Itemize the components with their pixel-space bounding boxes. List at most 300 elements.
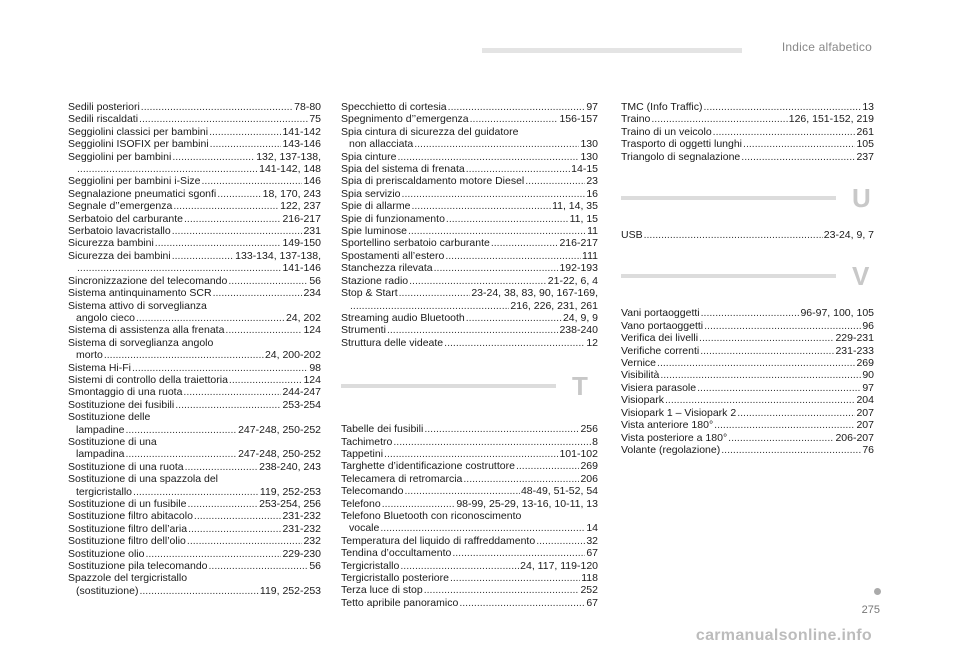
section-letter: T: [572, 371, 588, 402]
page-reference: 78-80: [294, 101, 321, 113]
index-entry-term: Terza luce di stop: [341, 584, 423, 597]
dot-leader: [125, 424, 237, 436]
page-reference: 111: [582, 249, 598, 262]
index-entry: [68, 362, 321, 374]
page-reference: 98: [309, 361, 321, 374]
index-entry-term: Tabelle dei fusibili: [341, 423, 424, 436]
dot-leader: [397, 151, 579, 163]
index-entry-term: Spia cinture: [341, 150, 397, 163]
page-reference: 253-254: [282, 398, 321, 411]
index-entry-term: Tachimetro: [341, 435, 393, 448]
page-reference: 16: [586, 187, 598, 200]
page-reference: 8: [592, 435, 598, 448]
index-entry: [621, 307, 874, 319]
index-entry: [341, 126, 598, 151]
index-entry-term: Spia del sistema di frenata: [341, 163, 465, 176]
section-letter: V: [852, 261, 870, 292]
index-entry-term: Specchietto di cortesia: [341, 101, 447, 113]
dot-leader: [452, 547, 585, 559]
index-entry: [68, 225, 321, 237]
page-reference: 24, 9, 9: [562, 311, 598, 324]
index-entry: [68, 386, 321, 398]
index-entry-term: tergicristallo: [76, 485, 133, 498]
index-entry: [68, 275, 321, 287]
index-entry-term: Seggiolini classici per bambini: [68, 125, 209, 138]
index-entry-term: Sostituzione di un fusibile: [68, 498, 187, 510]
dot-leader: [414, 138, 579, 150]
index-entry-term: Tergicristallo: [341, 559, 400, 572]
page-reference: 122, 237: [280, 200, 321, 213]
index-entry-term: TMC (Info Traffic): [621, 101, 703, 113]
index-entry-term: Telecamera di retromarcia: [341, 472, 463, 485]
page-reference: 23: [586, 175, 598, 188]
page-reference: 23-24, 9, 7: [823, 229, 874, 242]
index-column-s: [68, 101, 321, 597]
index-entry-term: Telefono Bluetooth con riconoscimento: [341, 509, 522, 522]
page-reference: 13: [862, 101, 874, 113]
index-entry: [341, 175, 598, 187]
page-reference: 132, 137-138,: [256, 150, 321, 163]
index-entry: [68, 510, 321, 522]
index-entry: [68, 101, 321, 113]
index-entry: [621, 382, 874, 394]
page-reference: 14-15: [571, 163, 598, 176]
dot-leader: [393, 436, 591, 448]
index-group-t-continued: [621, 101, 874, 163]
index-entry: [341, 213, 598, 225]
page-reference: 11: [587, 225, 598, 238]
page-reference: 247-248, 250-252: [238, 448, 321, 461]
divider-rule: [621, 274, 836, 278]
index-entry: [341, 510, 598, 535]
index-entry: [68, 461, 321, 473]
index-entry-term: Tergicristallo posteriore: [341, 572, 449, 584]
index-entry-term: Segnale d’’emergenza: [68, 200, 173, 213]
page-reference: 253-254, 256: [259, 498, 321, 510]
index-column-s-t: [341, 101, 598, 609]
index-entry: [621, 432, 874, 444]
index-entry-term: Traino: [621, 113, 651, 126]
index-entry-term: Vano portaoggetti: [621, 319, 704, 332]
dot-leader: [424, 584, 580, 596]
dot-leader: [380, 522, 585, 534]
dot-leader: [450, 572, 580, 584]
dot-leader: [721, 444, 861, 456]
index-entry: [341, 188, 598, 200]
dot-leader: [133, 486, 259, 498]
page-reference: 206-207: [835, 431, 874, 444]
index-entry: [621, 126, 874, 138]
dot-leader: [202, 175, 303, 187]
index-entry: [68, 523, 321, 535]
index-entry-term: Spia di preriscaldamento motore Diesel: [341, 175, 525, 188]
section-letter: U: [852, 183, 871, 214]
page-reference: 231-233: [835, 344, 874, 357]
dot-leader: [704, 320, 861, 332]
dot-leader: [387, 324, 559, 336]
index-entry: [621, 407, 874, 419]
index-entry-term: Seggiolini ISOFIX per bambini: [68, 138, 209, 151]
page-reference: 124: [303, 373, 321, 386]
dot-leader: [77, 163, 258, 175]
index-entry: [341, 498, 598, 510]
index-entry: [341, 436, 598, 448]
index-entry-term: Sostituzione delle: [68, 411, 151, 424]
index-entry-term: Sistema Hi-Fi: [68, 361, 132, 374]
index-entry: [341, 113, 598, 125]
page-reference: 232: [303, 535, 321, 548]
index-entry-term: USB: [621, 229, 643, 242]
dot-leader: [444, 337, 585, 349]
page-reference: 11, 14, 35: [552, 200, 598, 213]
index-entry-term: Sostituzione dei fusibili: [68, 398, 175, 411]
index-entry: [341, 151, 598, 163]
dot-leader: [491, 237, 559, 249]
dot-leader: [125, 448, 237, 460]
index-entry-term: Spia servizio: [341, 187, 401, 200]
index-entry: [68, 237, 321, 249]
index-entry: [341, 423, 598, 435]
index-entry-term: Vista anteriore 180°: [621, 419, 714, 432]
index-entry: [341, 324, 598, 336]
index-entry-term: Sostituzione di una ruota: [68, 460, 184, 473]
index-entry-term: Sedili posteriori: [68, 101, 140, 113]
dot-leader: [145, 548, 281, 560]
index-entry-term: Verifica dei livelli: [621, 332, 699, 345]
index-entry: [341, 101, 598, 113]
index-entry: [341, 225, 598, 237]
index-entry: [68, 498, 321, 510]
dot-leader: [737, 407, 855, 419]
index-entry-term: Seggiolini per bambini: [68, 150, 172, 163]
dot-leader: [644, 229, 823, 241]
page-reference: 206: [580, 472, 598, 485]
index-entry: [68, 548, 321, 560]
index-entry: [68, 250, 321, 262]
index-entry-term: Spia cintura di sicurezza del guidatore: [341, 125, 519, 138]
page-reference: 133-134, 137-138,: [235, 249, 321, 262]
index-entry-term: Spostamenti all’estero: [341, 249, 445, 262]
index-entry-term: Strumenti: [341, 324, 386, 337]
index-entry: [68, 300, 321, 325]
index-entry: [68, 337, 321, 362]
dot-leader: [188, 523, 281, 535]
page-reference: 96-97, 100, 105: [800, 307, 874, 320]
index-entry-term: Telefono: [341, 497, 381, 510]
dot-leader: [185, 461, 259, 473]
index-entry: [68, 436, 321, 461]
dot-leader: [463, 473, 579, 485]
watermark: carmanualsonline.info: [695, 627, 872, 644]
index-entry: [68, 262, 321, 274]
dot-leader: [665, 394, 855, 406]
index-entry: [68, 138, 321, 150]
dot-leader: [657, 357, 855, 369]
index-entry: [621, 101, 874, 113]
divider-rule: [621, 196, 836, 200]
index-entry-term: Visibilità: [621, 369, 660, 382]
dot-leader: [536, 535, 585, 547]
divider-rule: [341, 384, 556, 388]
index-entry: [621, 394, 874, 406]
index-entry: [341, 337, 598, 349]
index-entry-term: Spie di funzionamento: [341, 212, 445, 225]
index-entry: [621, 419, 874, 431]
index-entry-term: Stanchezza rilevata: [341, 262, 433, 275]
index-entry: [341, 560, 598, 572]
dot-leader: [225, 324, 302, 336]
index-entry-term: Seggiolini per bambini i-Size: [68, 175, 201, 188]
index-entry: [341, 200, 598, 212]
page-reference: 149-150: [282, 237, 321, 250]
page-reference: 229-231: [835, 332, 874, 345]
index-entry-term: Sedili riscaldati: [68, 113, 139, 126]
index-entry: [68, 213, 321, 225]
page-reference: 141-142, 148: [259, 163, 321, 176]
page-reference: 252: [580, 584, 598, 597]
page-reference: 118: [581, 572, 598, 584]
index-entry-term: lampadina: [76, 448, 125, 461]
letter-divider-u: [621, 183, 874, 213]
page-reference: 146: [303, 175, 321, 188]
dot-leader: [77, 262, 281, 274]
dot-leader: [141, 101, 293, 113]
page-reference: 256: [580, 423, 598, 436]
dot-leader: [184, 213, 281, 225]
page-reference: 244-247: [282, 386, 321, 399]
index-entry: [68, 399, 321, 411]
dot-leader: [446, 213, 569, 225]
page-reference: 124: [303, 324, 321, 337]
dot-leader: [660, 369, 861, 381]
page-reference: 156-157: [559, 113, 598, 126]
page-reference: 247-248, 250-252: [238, 423, 321, 436]
page-reference: 97: [586, 101, 598, 113]
dot-leader: [188, 498, 259, 510]
dot-leader: [470, 113, 559, 125]
dot-leader: [172, 151, 255, 163]
index-entry-term: Spazzole del tergicristallo: [68, 572, 188, 585]
index-entry: [68, 572, 321, 597]
page-reference: 21-22, 6, 4: [547, 274, 598, 287]
index-entry: [621, 357, 874, 369]
index-entry-term: Visiopark: [621, 394, 664, 407]
dot-leader: [713, 126, 856, 138]
index-entry: [341, 262, 598, 274]
index-group-v: [621, 307, 874, 456]
index-entry-term: Stop & Start: [341, 287, 398, 300]
page-reference: 32: [586, 534, 598, 547]
page-reference: 76: [862, 443, 874, 456]
page-reference: 231: [303, 225, 321, 238]
index-entry-term: angolo cieco: [76, 311, 135, 324]
page-reference: 24, 200-202: [264, 349, 321, 362]
page-reference: 229-230: [282, 547, 321, 560]
index-entry-term: Sistema di assistenza alla frenata: [68, 324, 225, 337]
page-reference: 234: [303, 287, 321, 300]
dot-leader: [132, 362, 308, 374]
dot-leader: [173, 200, 279, 212]
index-group-t: [341, 423, 598, 609]
dot-leader: [701, 307, 800, 319]
index-entry: [621, 369, 874, 381]
dot-leader: [459, 597, 585, 609]
index-entry: [341, 250, 598, 262]
dot-leader: [525, 175, 585, 187]
dot-leader: [175, 399, 281, 411]
index-entry: [341, 300, 598, 312]
index-entry-term: Sistema antinquinamento SCR: [68, 287, 212, 300]
index-entry-term: Visiopark 1 – Visiopark 2: [621, 406, 737, 419]
dot-leader: [402, 188, 586, 200]
index-entry-term: Spegnimento d’’emergenza: [341, 113, 469, 126]
page-reference: 269: [580, 460, 598, 473]
page-reference: 238-240: [559, 324, 598, 337]
dot-leader: [728, 432, 834, 444]
dot-leader: [434, 262, 559, 274]
dot-leader: [139, 113, 308, 125]
index-entry-term: Sostituzione di una spazzola del: [68, 473, 219, 486]
index-entry-term: Sicurezza bambini: [68, 237, 154, 250]
index-entry-term: Sportellino serbatoio carburante: [341, 237, 490, 250]
dot-leader: [382, 498, 456, 510]
dot-leader: [350, 300, 509, 312]
index-entry-term: Stazione radio: [341, 274, 409, 287]
dot-leader: [516, 460, 580, 472]
index-entry: [341, 448, 598, 460]
dot-leader: [183, 386, 281, 398]
dot-leader: [136, 312, 285, 324]
index-entry-term: lampadine: [76, 423, 125, 436]
page-reference: 207: [856, 419, 874, 432]
index-entry: [341, 237, 598, 249]
page-reference: 97: [862, 381, 874, 394]
page-reference: 192-193: [559, 262, 598, 275]
page-reference: 119, 252-253: [259, 485, 321, 498]
index-entry: [621, 444, 874, 456]
dot-leader: [139, 585, 258, 597]
index-entry: [621, 332, 874, 344]
index-entry-term: Sistema di sorveglianza angolo: [68, 336, 214, 349]
index-entry: [68, 287, 321, 299]
index-entry-term: Vani portaoggetti: [621, 307, 700, 320]
index-entry: [621, 138, 874, 150]
index-entry-term: Tetto apribile panoramico: [341, 596, 459, 609]
index-entry: [341, 572, 598, 584]
index-entry: [68, 151, 321, 163]
index-entry: [68, 411, 321, 436]
page-reference: 143-146: [282, 138, 321, 151]
dot-leader: [228, 275, 308, 287]
page-reference: 238-240, 243: [259, 460, 321, 473]
index-entry: [341, 163, 598, 175]
index-group-s-continued: [341, 101, 598, 349]
index-entry-term: Targhette d’identificazione costruttore: [341, 460, 515, 473]
page-reference: 11, 15: [569, 212, 598, 225]
page-reference: 98-99, 25-29, 13-16, 10-11, 13: [456, 497, 598, 510]
page-reference: 23-24, 38, 83, 90, 167-169,: [471, 287, 598, 300]
letter-divider-v: [621, 261, 874, 291]
page-reference: 126, 151-152, 219: [788, 113, 874, 126]
index-group-u: [621, 229, 874, 241]
index-entry: [68, 324, 321, 336]
dot-leader: [714, 419, 855, 431]
index-entry: [68, 126, 321, 138]
dot-leader: [400, 560, 519, 572]
index-entry-term: Visiera parasole: [621, 381, 697, 394]
index-entry-term: Smontaggio di una ruota: [68, 386, 183, 399]
dot-leader: [411, 200, 551, 212]
index-entry-term: Sicurezza dei bambini: [68, 249, 171, 262]
index-entry-term: vocale: [349, 522, 380, 535]
index-entry-term: Sistema attivo di sorveglianza: [68, 299, 207, 312]
page-reference: 96: [862, 319, 874, 332]
index-entry: [621, 113, 874, 125]
letter-divider-t: [341, 371, 598, 401]
page-reference: 101-102: [559, 447, 598, 460]
index-entry: [341, 535, 598, 547]
dot-leader: [399, 287, 471, 299]
index-entry-term: Sostituzione filtro dell’aria: [68, 522, 188, 535]
page-reference: 130: [580, 150, 598, 163]
page-reference: 130: [580, 138, 598, 151]
page-reference: 67: [586, 547, 598, 560]
page-reference: 12: [586, 336, 598, 349]
index-entry: [621, 151, 874, 163]
dot-leader: [699, 332, 834, 344]
dot-leader: [466, 163, 570, 175]
page-reference: 141-146: [282, 262, 321, 275]
index-entry-term: non allacciata: [349, 138, 414, 151]
page-reference: 216-217: [282, 212, 321, 225]
header-rule: [482, 48, 742, 53]
index-entry-term: Sostituzione olio: [68, 547, 145, 560]
page-reference: 231-232: [282, 510, 321, 523]
dot-leader: [409, 275, 547, 287]
dot-leader: [187, 535, 303, 547]
index-entry: [68, 374, 321, 386]
page-reference: 56: [309, 274, 321, 287]
dot-leader: [741, 151, 855, 163]
index-entry-term: Verifiche correnti: [621, 344, 700, 357]
index-entry-term: Volante (regolazione): [621, 443, 721, 456]
dot-leader: [172, 225, 303, 237]
index-entry: [68, 175, 321, 187]
dot-leader: [210, 138, 282, 150]
index-entry-term: Sostituzione pila telecomando: [68, 560, 208, 573]
dot-leader: [209, 560, 309, 572]
index-entry: [68, 473, 321, 498]
index-entry-term: Triangolo di segnalazione: [621, 150, 741, 163]
dot-leader: [424, 423, 579, 435]
page-reference: 216, 226, 231, 261: [510, 299, 598, 312]
index-entry-term: Vernice: [621, 357, 657, 370]
page-reference: 237: [856, 150, 874, 163]
dot-leader: [466, 312, 562, 324]
index-entry: [341, 287, 598, 299]
index-entry: [621, 345, 874, 357]
page-reference: 75: [309, 113, 321, 126]
dot-leader: [651, 113, 787, 125]
index-entry: [68, 200, 321, 212]
page-title: Indice alfabetico: [781, 40, 872, 54]
index-entry: [621, 229, 874, 241]
dot-leader: [209, 126, 281, 138]
page-reference: 269: [856, 357, 874, 370]
dot-leader: [217, 188, 261, 200]
index-entry: [68, 535, 321, 547]
index-entry: [341, 275, 598, 287]
